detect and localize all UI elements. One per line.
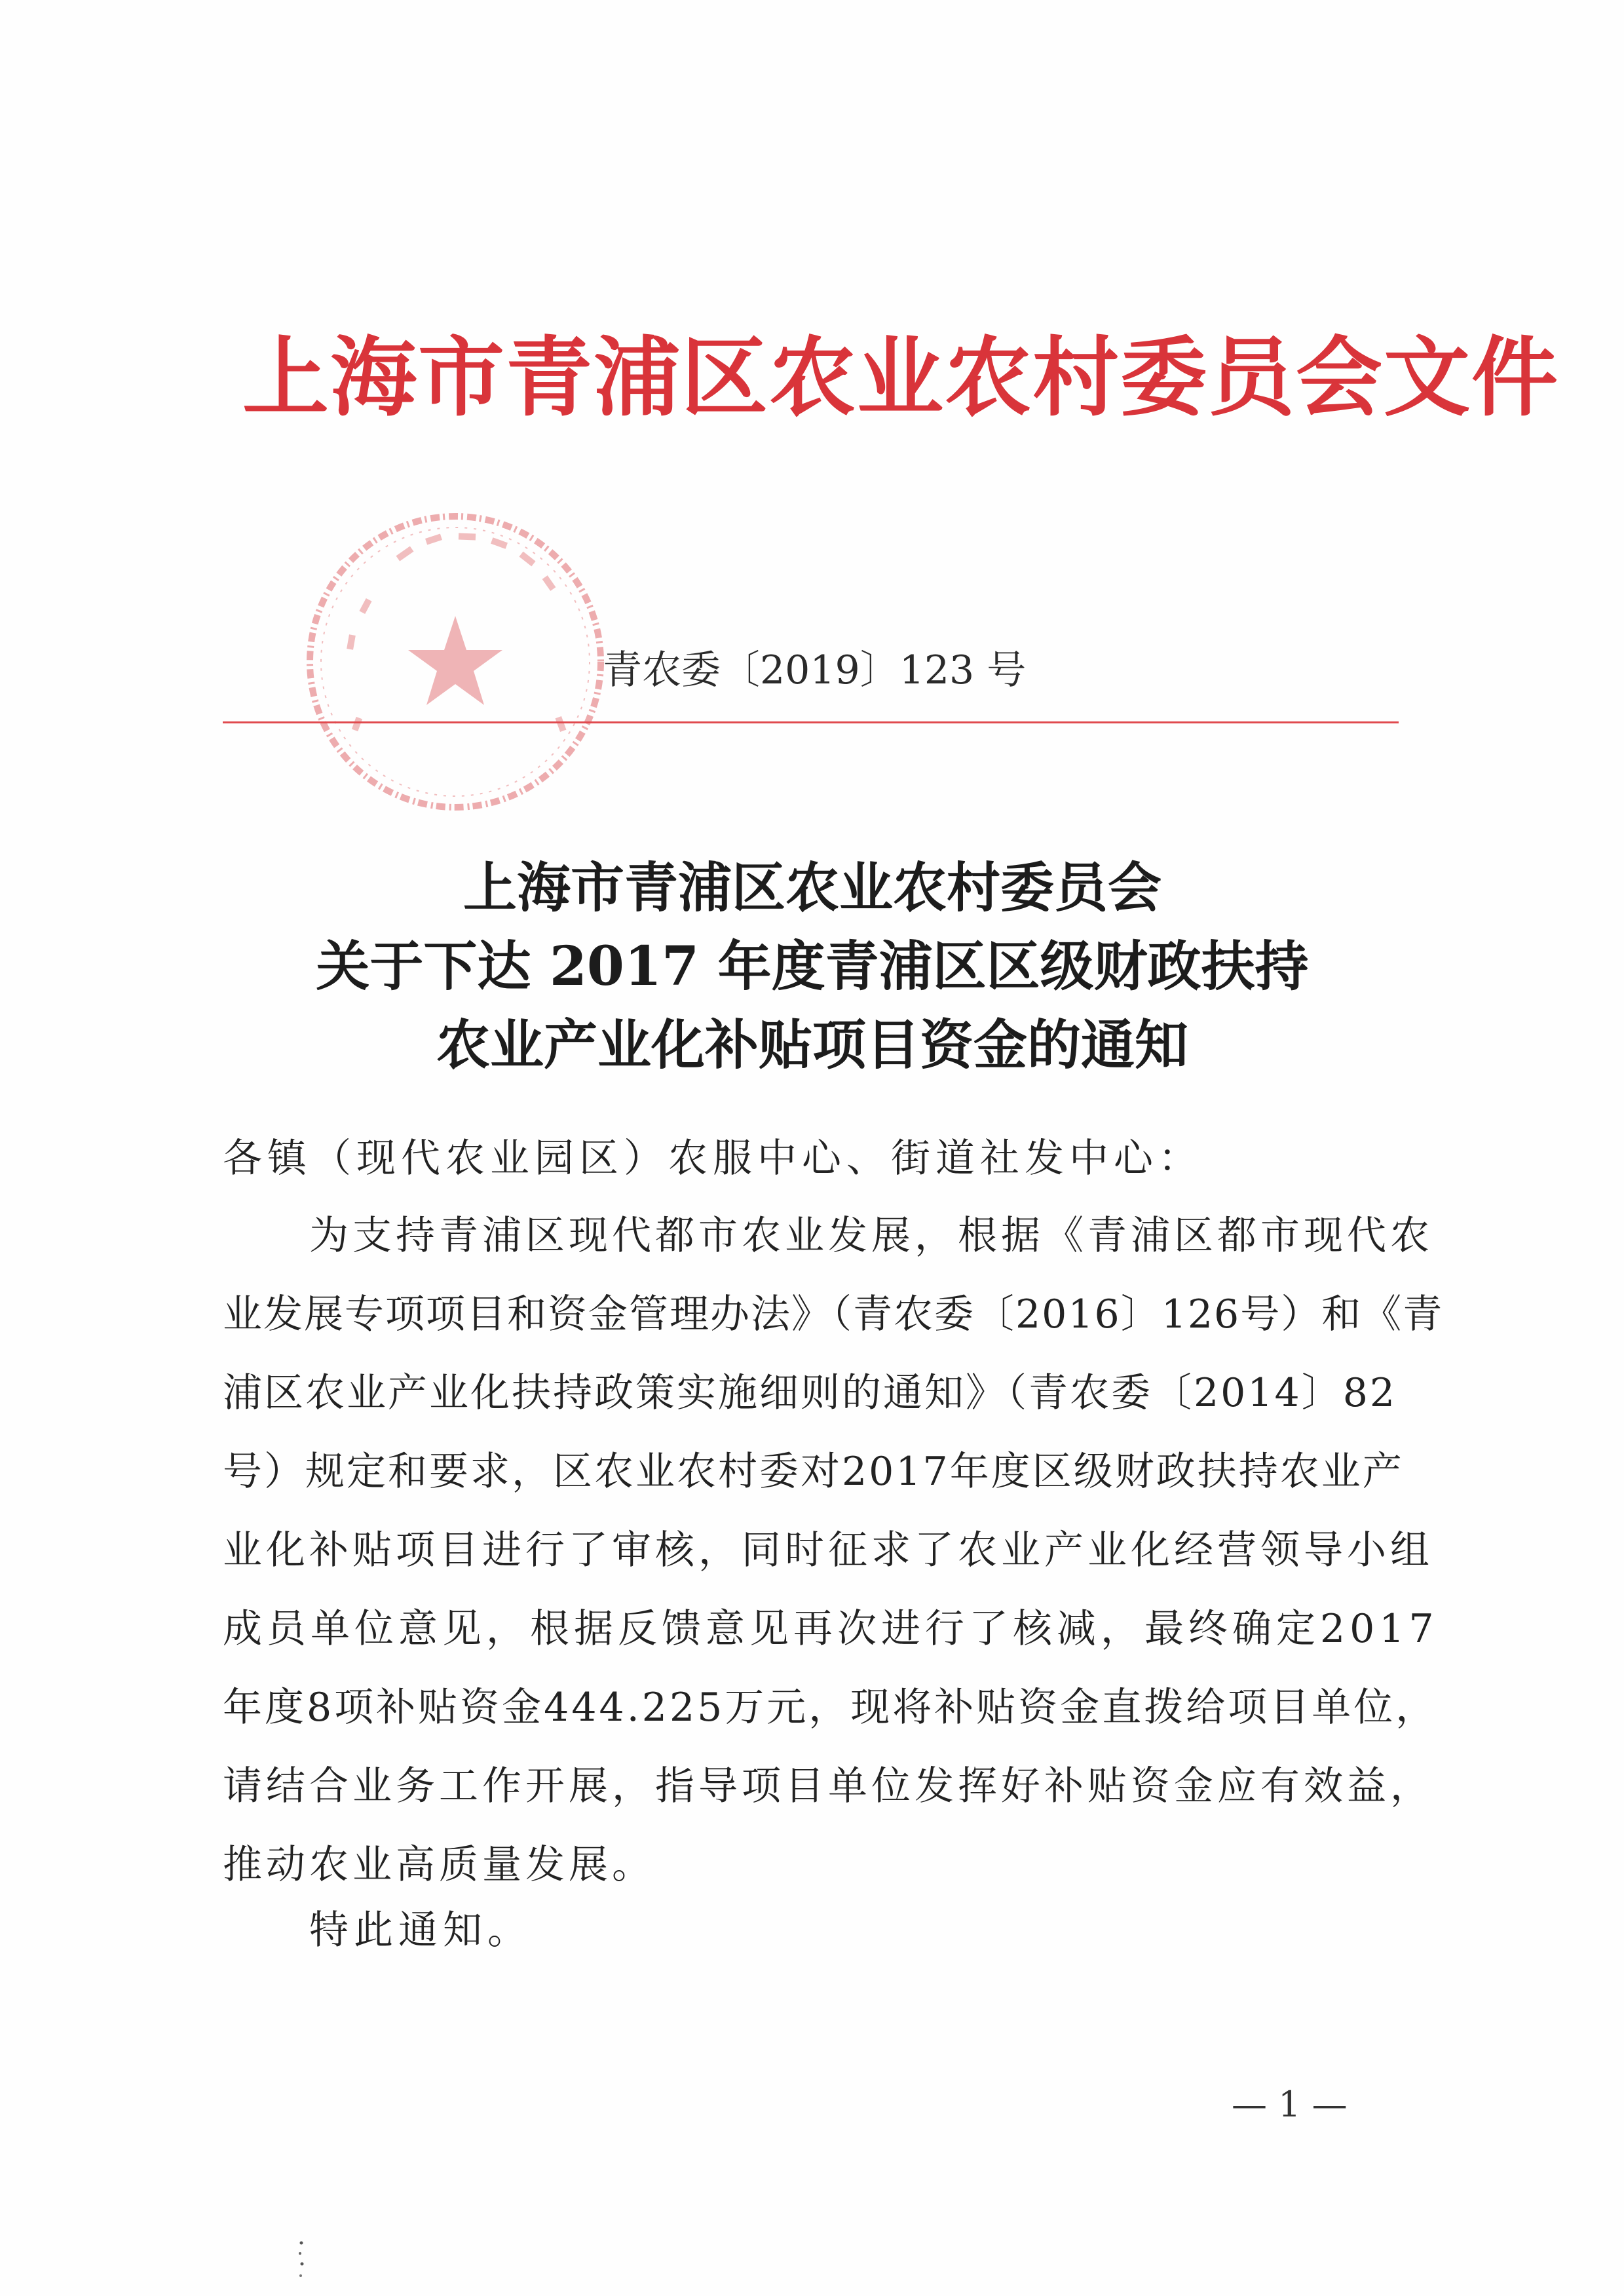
body-line-8: 请结合业务工作开展，指导项目单位发挥好补贴资金应有效益， (223, 1763, 1433, 1809)
scan-artifact-marks (295, 2238, 308, 2284)
body-line-6: 成员单位意见，根据反馈意见再次进行了核减，最终确定2017 (223, 1606, 1439, 1652)
body-line-4: 号）规定和要求，区农业农村委对2017年度区级财政扶持农业产 (223, 1449, 1404, 1495)
notice-title-line-2: 关于下达 2017 年度青浦区区级财政扶持 (316, 935, 1309, 998)
body-line-1: 为支持青浦区现代都市农业发展，根据《青浦区都市现代农 (309, 1213, 1433, 1259)
document-number: 青农委〔2019〕123 号 (603, 647, 1027, 693)
body-line-5: 业化补贴项目进行了审核，同时征求了农业产业化经营领导小组 (223, 1527, 1433, 1573)
salutation: 各镇（现代农业园区）农服中心、街道社发中心： (223, 1136, 1203, 1181)
body-line-2: 业发展专项项目和资金管理办法》（青农委〔2016〕126号）和《青 (223, 1292, 1444, 1337)
document-masthead: 上海市青浦区农业农村委员会文件 (242, 327, 1559, 429)
page-number: — 1 — (1232, 2084, 1348, 2125)
notice-title-line-3: 农业产业化补贴项目资金的通知 (436, 1014, 1188, 1077)
body-line-3: 浦区农业产业化扶持政策实施细则的通知》（青农委〔2014〕82 (223, 1370, 1397, 1416)
closing-line: 特此通知。 (309, 1907, 532, 1953)
official-seal (298, 505, 613, 819)
notice-title-line-1: 上海市青浦区农业农村委员会 (463, 856, 1161, 919)
red-divider-rule (223, 721, 1399, 723)
body-line-7: 年度8项补贴资金444.225万元，现将补贴资金直拨给项目单位， (223, 1685, 1438, 1731)
body-line-9: 推动农业高质量发展。 (223, 1842, 655, 1888)
